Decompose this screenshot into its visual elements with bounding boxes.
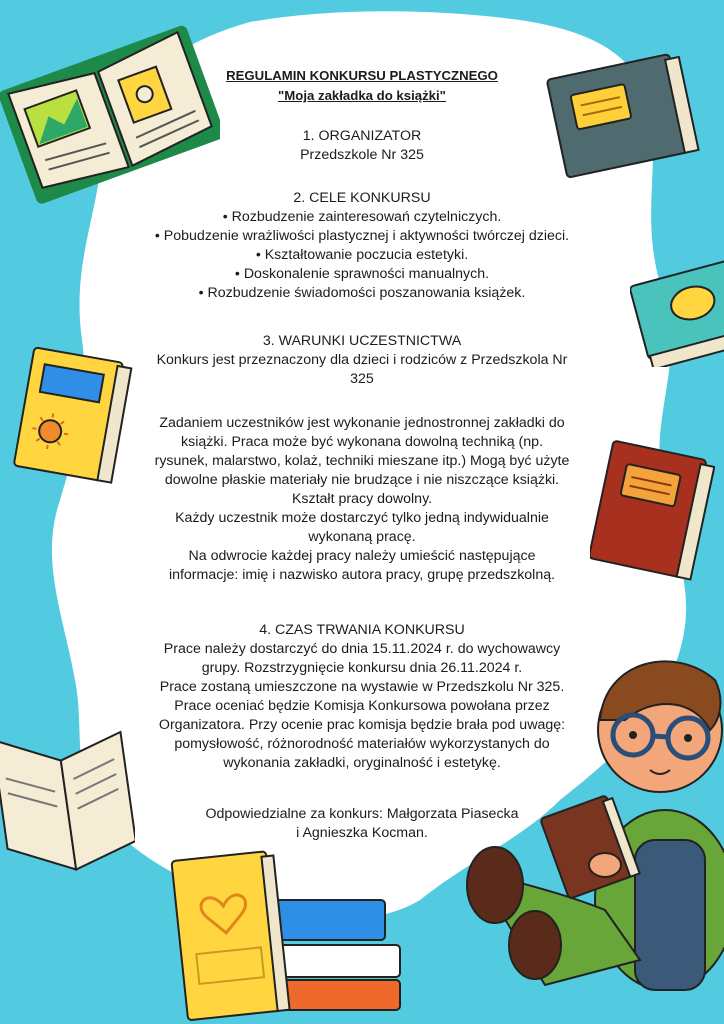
conditions-line: Na odwrocie każdej pracy należy umieścić następujące [188, 548, 536, 564]
goal-item: • Pobudzenie wrażliwości plastycznej i aktywności twórczej dzieci. [154, 228, 570, 244]
conditions-line: rysunek, malarstwo, kolaż, techniki mieszane itp.) Mogą być użyte [154, 453, 570, 469]
open-book-left-icon [0, 700, 135, 880]
title-line-1: REGULAMIN KONKURSU PLASTYCZNEGO [226, 68, 498, 83]
conditions-line: Zadaniem uczestników jest wykonanie jednostronnej zakładki do [159, 415, 565, 431]
conditions-line: książki. Praca może być wykonana dowolną techniką (np. [181, 434, 543, 450]
section-organizer [120, 127, 604, 165]
duration-line: Prace należy dostarczyć do dnia 15.11.2024 r. do wychowawcy [163, 641, 561, 657]
conditions-heading: 3. WARUNKI UCZESTNICTWA [262, 333, 462, 349]
yellow-book-sun-icon [8, 345, 138, 490]
conditions-line: Kształt pracy dowolny. [291, 491, 433, 507]
conditions-intro-line: Konkurs jest przeznaczony dla dzieci i rodziców z Przedszkola Nr [156, 352, 568, 368]
duration-line: wykonania zakładki, oryginalność i estetykę. [223, 755, 501, 771]
document-title [120, 66, 604, 106]
book-stack-icon [165, 850, 415, 1024]
conditions-intro-line: 325 [350, 371, 374, 387]
red-book-icon [590, 435, 715, 585]
conditions-line: informacje: imię i nazwisko autora pracy, grupę przedszkolną. [168, 567, 556, 583]
organizer-text: Przedszkole Nr 325 [300, 147, 424, 163]
open-book-top-left-icon [0, 0, 220, 215]
section-goals [120, 189, 604, 303]
goal-item: • Kształtowanie poczucia estetyki. [255, 247, 469, 263]
conditions-line: Każdy uczestnik może dostarczyć tylko jedną indywidualnie [175, 510, 549, 526]
duration-line: Organizatora. Przy ocenie prac komisja będzie brała pod uwagę: [158, 717, 566, 733]
duration-line: Prace oceniać będzie Komisja Konkursowa powołana przez [174, 698, 550, 714]
responsible-line: Odpowiedzialne za konkurs: Małgorzata Piasecka [205, 806, 519, 822]
duration-line: grupy. Rozstrzygnięcie konkursu dnia 26.11.2024 r. [201, 660, 523, 676]
section-duration [120, 621, 604, 773]
goals-heading: 2. CELE KONKURSU [293, 190, 431, 206]
duration-line: Prace zostaną umieszczone na wystawie w Przedszkolu Nr 325. [159, 679, 565, 695]
conditions-line: dowolne płaskie materiały nie brudzące i nie niszczące książki. [164, 472, 560, 488]
conditions-line: wykonaną pracę. [308, 529, 416, 545]
duration-heading: 4. CZAS TRWANIA KONKURSU [259, 622, 465, 638]
section-conditions-details [120, 414, 604, 585]
organizer-heading: 1. ORGANIZATOR [302, 128, 422, 144]
section-conditions [120, 332, 604, 389]
goal-item: • Rozbudzenie zainteresowań czytelniczych. [222, 209, 502, 225]
section-responsible [120, 805, 604, 843]
goal-item: • Rozbudzenie świadomości poszanowania książek. [198, 285, 526, 301]
duration-line: pomysłowość, różnorodność materiałów wykorzystanych do [174, 736, 550, 752]
goal-item: • Doskonalenie sprawności manualnych. [234, 266, 490, 282]
title-line-2: "Moja zakładka do książki" [278, 88, 446, 103]
teal-book-icon [630, 252, 724, 367]
responsible-line: i Agnieszka Kocman. [296, 825, 428, 841]
